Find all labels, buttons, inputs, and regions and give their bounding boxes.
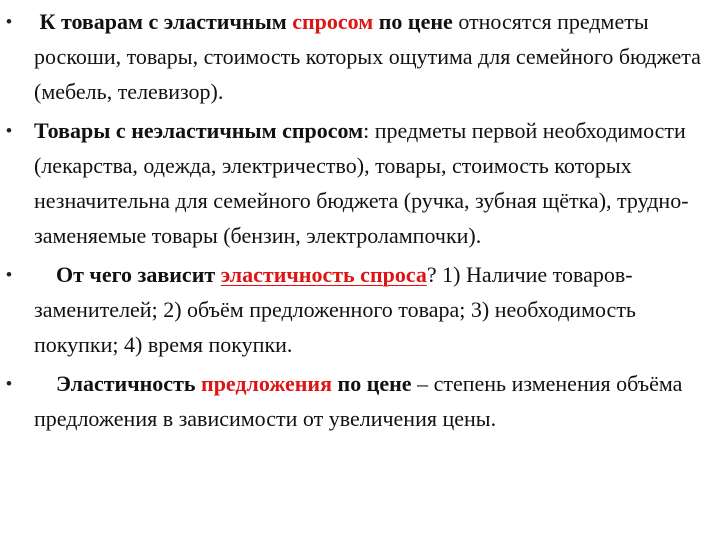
bullet-list [0, 4, 720, 436]
text-content [34, 371, 682, 431]
bullet-icon: • [6, 121, 12, 140]
list-item-inelastic-demand-goods [0, 113, 720, 253]
bold-term: по цене [332, 371, 412, 396]
highlight-term: предложения [201, 371, 333, 396]
bold-lead: От чего зависит [56, 262, 221, 287]
highlight-term: эластичность спроса [220, 262, 427, 287]
list-item-elastic-demand-goods [0, 4, 720, 109]
body-text: относятся предметы роскоши, товары, стоимость которых ощутима для семейного бюджета (мебель, телевизор). [34, 9, 701, 104]
text-content [34, 262, 636, 357]
body-text: : предметы первой необходимости (лекарства, одежда, электричество), товары, стоимость которых незначительна для семейного бюджета (ручка, зубная щётка), труднозаменяемые товары (бензин, электролампочки). [34, 118, 689, 248]
text-content [34, 118, 689, 248]
body-text: – степень изменения объёма предложения в зависимости от увеличения цены. [34, 371, 683, 431]
bold-term: по цене [373, 9, 453, 34]
list-item-elasticity-factors [0, 257, 720, 362]
list-item-supply-elasticity [0, 366, 720, 436]
text-content [34, 9, 701, 104]
bold-lead: К товарам с эластичным [39, 9, 293, 34]
highlight-term: спросом [292, 9, 374, 34]
bold-lead: Эластичность [56, 371, 202, 396]
body-text: ? 1) Наличие товаров-заменителей; 2) объём предложенного товара; 3) необходимость покупки; 4) время покупки. [34, 262, 636, 357]
bold-lead: Товары с неэластичным спросом [34, 118, 364, 143]
bullet-icon: • [6, 265, 12, 284]
bullet-icon: • [6, 12, 12, 31]
bullet-icon: • [6, 374, 12, 393]
